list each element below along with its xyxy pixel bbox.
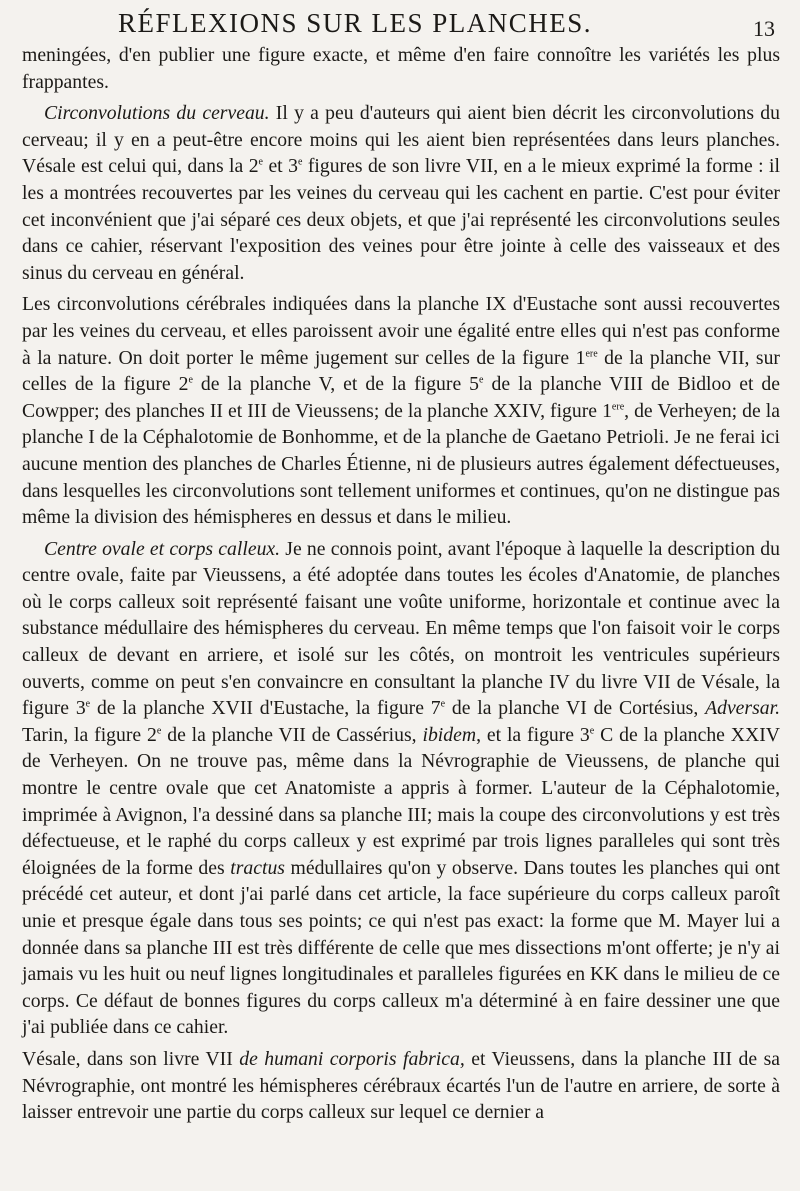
paragraph-1: meningées, d'en publier une figure exacte, et même d'en faire connoître les variétés les plus frappantes. [22, 44, 780, 93]
paragraph-2: Circonvolutions du cerveau. Il y a peu d'auteurs qui aient bien décrit les circonvolutions du cerveau; il y en a peut-être encore moins qui les aient bien représentées dans leurs planches. Vésale est celui qui, dans la 2e et 3e figures de son livre VII, en a le mieux exprimé la forme : il les a montrées recouvertes par les veines du cerveau qui les cachent en partie. C'est pour éviter cet inconvénient que j'ai séparé ces deux objets, et que j'ai représenté les circonvolutions seules dans ce cahier, réservant l'exposition des veines pour être jointe à celle des vaisseaux et des sinus du cerveau en général. [22, 102, 780, 284]
section-heading-centre-ovale: Centre ovale et corps calleux. [44, 537, 281, 560]
body-text [22, 42, 780, 1126]
page-header [0, 4, 800, 42]
section-heading-circonvolutions: Circonvolutions du cerveau. [44, 102, 270, 125]
paragraph-4: Centre ovale et corps calleux. Je ne connois point, avant l'époque à laquelle la description du centre ovale, faite par Vieussens, a été adoptée dans toutes les écoles d'Anatomie, de planches où le corps calleux soit représenté faisant une voûte uniforme, horizontale et continue avec la substance médullaire des hémispheres du cerveau. En même temps que l'on faisoit voir le corps calleux de devant en arriere, et isolé sur les côtés, on montroit les ventricules supérieurs ouverts, comme on peut s'en convaincre en consultant la planche IV du livre VII de Vésale, la figure 3e de la planche XVII d'Eustache, la figure 7e de la planche VI de Cortésius, Adversar. Tarin, la figure 2e de la planche VII de Cassérius, ibidem, et la figure 3e C de la planche XXIV de Verheyen. On ne trouve pas, même dans la Névrographie de Vieussens, de planche qui montre le centre ovale que cet Anatomiste a appris à former. L'auteur de la Céphalotomie, imprimée à Avignon, l'a dessiné dans sa planche III; mais la coupe des circonvolutions y est très défectueuse, et le raphé du corps calleux y est exprimé par trois lignes paralleles qui sont très éloignées de la forme des tractus médullaires qu'on y observe. Dans toutes les planches qui ont précédé cet auteur, et dont j'ai parlé dans cet article, la face supérieure du corps calleux paroît unie et presque égale dans tous ses points; ce qui n'est pas exact: la forme que M. Mayer lui a donnée dans sa planche III est très différente de celle que mes dissections m'ont offerte; je n'y ai jamais vu les huit ou neuf lignes longitudinales et paralleles figurées en KK dans le milieu de ce corps. Ce défaut de bonnes figures du corps calleux m'a déterminé à en faire dessiner une que j'ai publiée dans ce cahier. [22, 537, 781, 1039]
paragraph-3: Les circonvolutions cérébrales indiquées dans la planche IX d'Eustache sont aussi recouvertes par les veines du cerveau, et elles paroissent avoir une égalité entre elles qui n'est pas conforme à la nature. On doit porter le même jugement sur celles de la figure 1ere de la planche VII, sur celles de la figure 2e de la planche V, et de la figure 5e de la planche VIII de Bidloo et de Cowpper; des planches II et III de Vieussens; de la planche XXIV, figure 1ere, de Verheyen; de la planche I de la Céphalotomie de Bonhomme, et de la planche de Gaetano Petrioli. Je ne ferai ici aucune mention des planches de Charles Étienne, ni de plusieurs autres également défectueuses, dans lesquelles les circonvolutions sont tellement uniformes et continues, qu'on ne distingue pas même la division des hémispheres en dessus et dans le milieu. [22, 293, 780, 529]
page-number: 13 [753, 16, 775, 41]
running-head: RÉFLEXIONS SUR LES PLANCHES. [118, 8, 593, 38]
paragraph-5: Vésale, dans son livre VII de humani corporis fabrica, et Vieussens, dans la planche III de sa Névrographie, ont montré les hémispheres cérébraux écartés l'un de l'autre en arriere, de sorte à laisser entrevoir une partie du corps calleux sur lequel ce dernier a [22, 1047, 780, 1124]
